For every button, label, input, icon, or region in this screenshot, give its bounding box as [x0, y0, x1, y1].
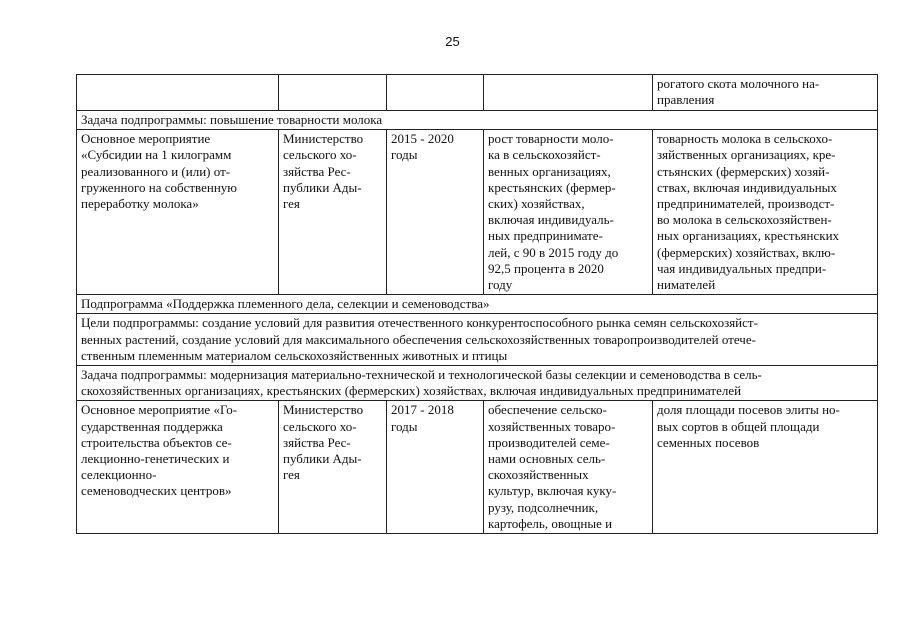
text-line: публики Ады- — [283, 451, 362, 467]
text-line: строительства объектов се- — [81, 434, 232, 450]
text-line: сударственная поддержка — [81, 418, 223, 434]
text-line: зяйства Рес- — [283, 434, 351, 450]
text-line: рогатого скота молочного на- — [657, 76, 820, 91]
text-line: доля площади посевов элиты но- — [657, 402, 840, 418]
text-line: (фермерских) хозяйствах, вклю- — [657, 244, 836, 260]
text-line: рост товарности моло- — [488, 131, 614, 147]
text-line: обеспечение сельско- — [488, 402, 607, 418]
table-cell — [484, 75, 653, 111]
text-line: товарность молока в сельскохо- — [657, 131, 833, 147]
text-line: культур, включая куку- — [488, 483, 617, 499]
executor-cell — [279, 130, 387, 295]
text-line: семеноводческих центров» — [81, 483, 232, 499]
text-line: крестьянских (фермер- — [488, 179, 616, 195]
text-line: лей, с 90 в 2015 году до — [488, 244, 619, 260]
subprogram-heading: Подпрограмма «Поддержка племенного дела, селекции и семеноводства» — [77, 295, 878, 314]
text-line: венных организациях, — [488, 163, 611, 179]
text-line: переработку молока» — [81, 196, 199, 212]
indicator-cell — [653, 130, 878, 295]
text-line: нами основных сель- — [488, 451, 606, 467]
text-line: нимателей — [657, 277, 716, 293]
table-cell — [279, 75, 387, 111]
text-line: чая индивидуальных предпри- — [657, 260, 827, 276]
table-cell — [387, 75, 484, 111]
text-line: ствах, включая индивидуальных — [657, 179, 837, 195]
text-line: Основное мероприятие «Го- — [81, 402, 238, 418]
table-row — [77, 314, 878, 366]
table-row — [77, 366, 878, 401]
text-line: картофель, овощные и — [488, 515, 613, 531]
text-line: зяйственных организациях, кре- — [657, 147, 836, 163]
text-line: Задача подпрограммы: модернизация материально-технической и технологической базы селекции и семеноводства в сель- — [81, 367, 762, 383]
text-line: Министерство — [283, 131, 364, 147]
result-cell — [484, 130, 653, 295]
text-line: хозяйственных товаро- — [488, 418, 616, 434]
indicator-cell — [653, 401, 878, 534]
text-line: ка в сельскохозяйст- — [488, 147, 601, 163]
text-line: ных организациях, крестьянских — [657, 228, 840, 244]
period-cell — [387, 130, 484, 295]
indicator-cell — [653, 75, 878, 111]
text-line: венных растений, создание условий для максимального обеспечения сельскохозяйственных товаропроизводителей отече- — [81, 331, 756, 347]
text-line: производителей семе- — [488, 434, 610, 450]
table-row — [77, 111, 878, 130]
text-line: предпринимателей, производст- — [657, 196, 835, 212]
text-line: годы — [391, 418, 418, 434]
result-cell — [484, 401, 653, 534]
event-name-cell — [77, 130, 279, 295]
text-line: ских) хозяйствах, — [488, 196, 585, 212]
text-line: гея — [283, 196, 300, 212]
text-line: зяйства Рес- — [283, 163, 351, 179]
text-line: скохозяйственных — [488, 467, 589, 483]
text-line: включая индивидуаль- — [488, 212, 614, 228]
text-line: скохозяйственных организациях, крестьянских (фермерских) хозяйствах, включая индивидуальных предпринимателей — [81, 383, 742, 399]
text-line: ных предпринимате- — [488, 228, 603, 244]
text-line: гея — [283, 467, 300, 483]
text-line: селекционно- — [81, 467, 157, 483]
text-line: сельского хо- — [283, 418, 357, 434]
program-table — [76, 74, 878, 534]
text-line: публики Ады- — [283, 179, 362, 195]
text-line: Цели подпрограммы: создание условий для развития отечественного конкурентоспособного рынка семян сельскохозяйст- — [81, 315, 758, 331]
text-line: ственным племенным материалом сельскохозяйственных животных и птицы — [81, 347, 508, 363]
text-line: рузу, подсолнечник, — [488, 499, 599, 515]
table-row — [77, 295, 878, 314]
task-heading — [77, 366, 878, 401]
table-cell — [77, 75, 279, 111]
text-line: стьянских (фермерских) хозяй- — [657, 163, 830, 179]
executor-cell — [279, 401, 387, 534]
task-heading: Задача подпрограммы: повышение товарности молока — [77, 111, 878, 130]
event-name-cell — [77, 401, 279, 534]
text-line: семенных посевов — [657, 434, 760, 450]
period-cell — [387, 401, 484, 534]
text-line: сельского хо- — [283, 147, 357, 163]
text-line: Основное мероприятие — [81, 131, 211, 147]
text-line: груженного на собственную — [81, 179, 238, 195]
text-line: реализованного и (или) от- — [81, 163, 231, 179]
text-line: 2017 - 2018 — [391, 402, 454, 418]
text-line: 2015 - 2020 — [391, 131, 454, 147]
table-row — [77, 75, 878, 111]
text-line: правления — [657, 92, 715, 108]
table-row — [77, 130, 878, 295]
text-line: году — [488, 277, 513, 293]
page-number: 25 — [445, 34, 460, 49]
text-line: лекционно-генетических и — [81, 451, 230, 467]
goals-cell — [77, 314, 878, 366]
table-row — [77, 401, 878, 534]
text-line: во молока в сельскохозяйствен- — [657, 212, 832, 228]
text-line: вых сортов в общей площади — [657, 418, 820, 434]
text-line: Министерство — [283, 402, 364, 418]
text-line: 92,5 процента в 2020 — [488, 260, 604, 276]
text-line: годы — [391, 147, 418, 163]
text-line: «Субсидии на 1 килограмм — [81, 147, 232, 163]
